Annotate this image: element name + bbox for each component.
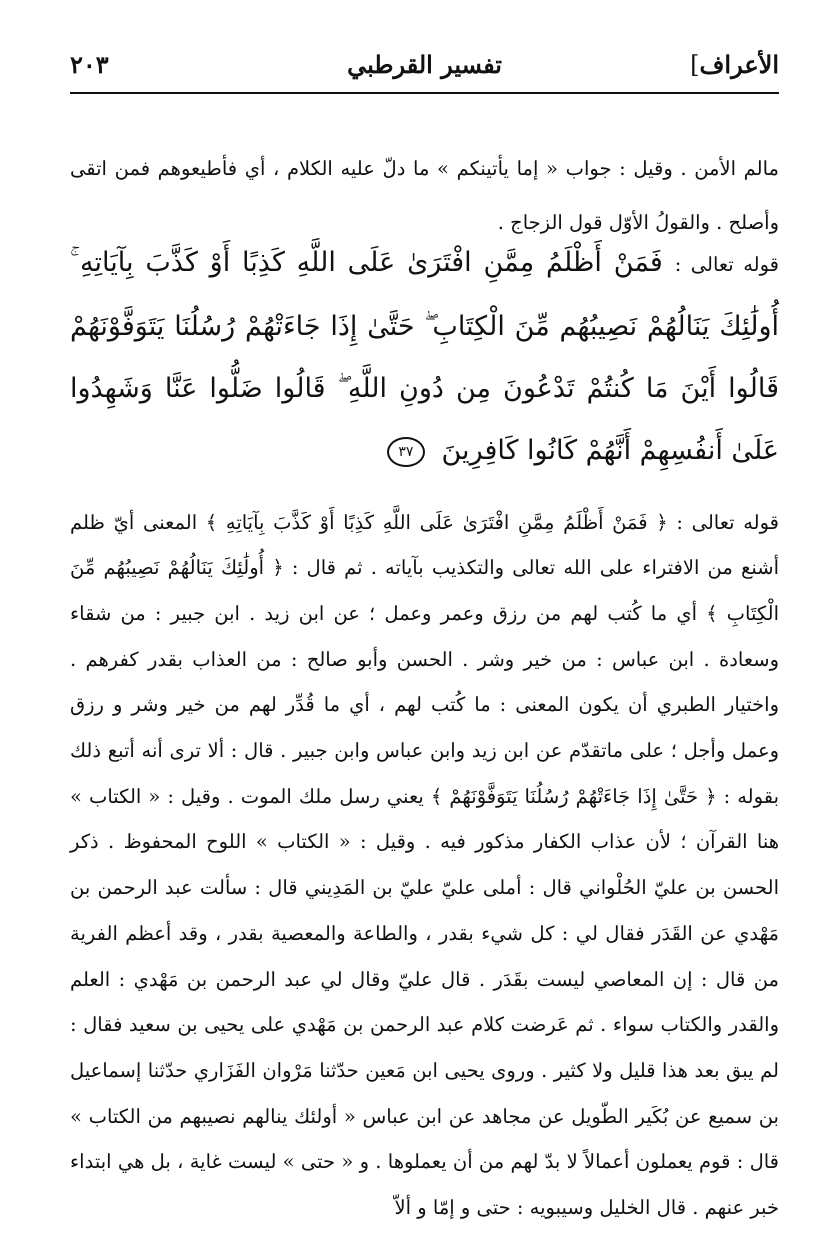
page-header (70, 40, 779, 90)
verse-text: فَمَنْ أَظْلَمُ مِمَّنِ افْتَرَىٰ عَلَى اللَّهِ كَذِبًا أَوْ كَذَّبَ بِآيَاتِهِ ۚ أُولَٰئِكَ يَنَالُهُمْ نَصِيبُهُم مِّنَ الْكِتَابِ ۖ حَتَّىٰ إِذَا جَاءَتْهُمْ رُسُلُنَا يَتَوَفَّوْنَهُمْ قَالُوا أَيْنَ مَا كُنتُمْ تَدْعُونَ مِن دُونِ اللَّهِ ۖ قَالُوا ضَلُّوا عَنَّا وَشَهِدُوا عَلَىٰ أَنفُسِهِمْ أَنَّهُمْ كَانُوا كَافِرِينَ (70, 247, 779, 466)
page-number: ٢٠٣ (70, 50, 109, 79)
intro-paragraph: مالم الأمن . وقيل : جواب « إما يأتينكم » ما دلّ عليه الكلام ، أي فأطيعوهم فمن اتقى وأصلح . والقولُ الأوّل قول الزجاج . (70, 156, 779, 234)
book-title: تفسير القرطبي (347, 50, 502, 79)
ayah-number-marker: ٣٧ (387, 437, 425, 467)
header-rule (70, 92, 779, 94)
commentary-text: قوله تعالى : ﴿ فَمَنْ أَظْلَمُ مِمَّنِ افْتَرَىٰ عَلَى اللَّهِ كَذِبًا أَوْ كَذَّبَ بِآيَاتِهِ ﴾ المعنى أيّ ظلم أشنع من الافتراء على الله تعالى والتكذيب بآياته . ثم قال : ﴿ أُولَٰئِكَ يَنَالُهُمْ نَصِيبُهُم مِّنَ الْكِتَابِ ﴾ أي ما كُتب لهم من رزق وعمر وعمل ؛ عن ابن زيد . ابن جبير : من شقاء وسعادة . ابن عباس : من خير وشر . الحسن وأبو صالح : من العذاب بقدر كفرهم . واختيار الطبري أن يكون المعنى : ما كُتب لهم ، أي ما قُدِّر لهم من خير وشر و رزق وعمل وأجل ؛ على ماتقدّم عن ابن زيد وابن عباس وابن جبير . قال : ألا ترى أنه أتبع ذلك بقوله : ﴿ حَتَّىٰ إِذَا جَاءَتْهُمْ رُسُلُنَا يَتَوَفَّوْنَهُمْ ﴾ يعني رسل ملك الموت . وقيل : « الكتاب » هنا القرآن ؛ لأن عذاب الكفار مذكور فيه . وقيل : « الكتاب » اللوح المحفوظ . ذكر الحسن بن عليّ الحُلْواني قال : أملى عليّ عليّ بن المَدِيني قال : سألت عبد الرحمن بن مَهْدي عن القَدَر فقال لي : كل شيء بقدر ، والطاعة والمعصية بقدر ، وقد أعظم الفرية من قال : إن المعاصي ليست بقَدَر . قال عليّ وقال لي عبد الرحمن بن مَهْدي : العلم والقدر والكتاب سواء . ثم عَرضت كلام عبد الرحمن بن مَهْدي على يحيى بن سعيد فقال : لم يبق بعد هذا قليل ولا كثير . وروى يحيى ابن مَعين حدّثنا مَرْوان الفَزَاري حدّثنا إسماعيل بن سميع عن بُكَير الطّويل عن مجاهد عن ابن عباس « أولئك ينالهم نصيبهم من الكتاب » قال : قوم يعملون أعمالاً لا بدّ لهم من أن يعملوها . و « حتى » ليست غاية ، بل هي ابتداء خبر عنهم . قال الخليل وسيبويه : حتى و إمّا و ألاّ (70, 510, 779, 1220)
verse-lead: قوله تعالى : (674, 253, 779, 276)
quran-verse-block (70, 232, 779, 482)
header-bracket: ] (690, 51, 700, 79)
surah-name: الأعراف] (690, 50, 779, 79)
